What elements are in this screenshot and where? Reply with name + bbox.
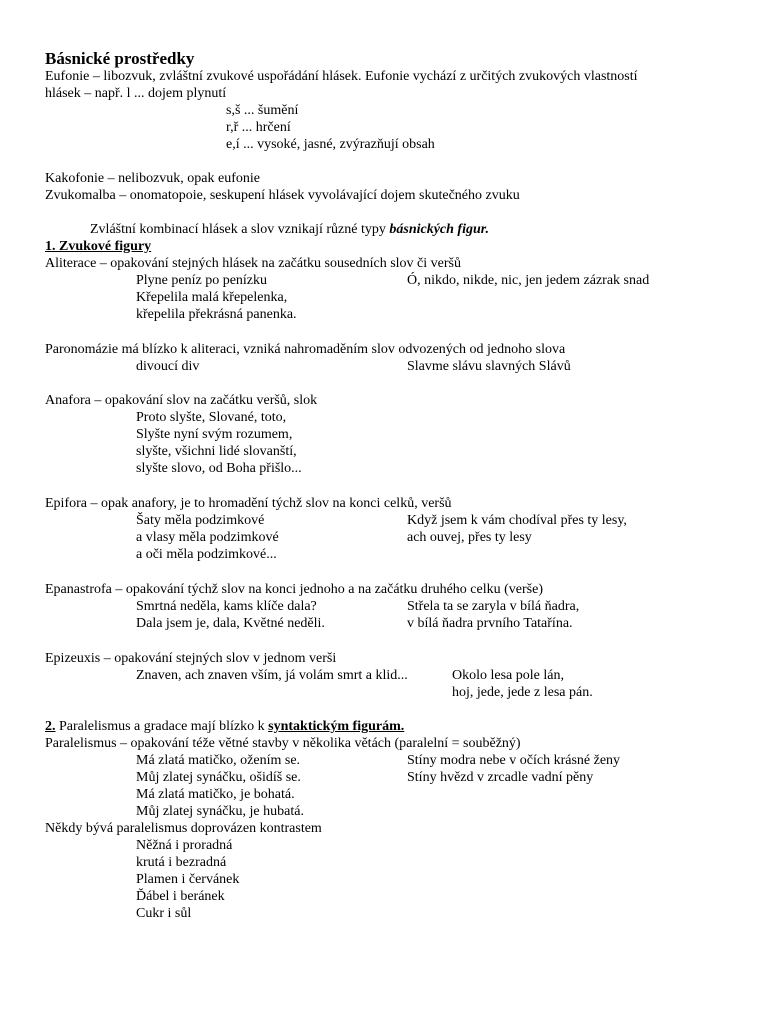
kontrast-example-5: Cukr i sůl bbox=[136, 906, 192, 921]
aliterace-example-left-1: Plyne peníz po penízku bbox=[136, 273, 268, 288]
paralelismus-example-left-1: Má zlatá matičko, ožením se. bbox=[136, 753, 301, 768]
kontrast-example-1: Něžná i proradná bbox=[136, 838, 233, 853]
epanastrofa-example-left-2: Dala jsem je, dala, Květné neděli. bbox=[136, 616, 325, 631]
section-2-heading bbox=[45, 718, 404, 735]
eufonie-definition-line-1: Eufonie – libozvuk, zvláštní zvukové uspořádání hlásek. Eufonie vychází z určitých zvukových vlastností bbox=[45, 69, 638, 84]
eufonie-example-1: s,š ... šumění bbox=[226, 103, 299, 118]
section-2-number: 2. bbox=[45, 719, 56, 734]
section-2-text: Paralelismus a gradace mají blízko k bbox=[55, 719, 269, 734]
epanastrofa-definition: Epanastrofa – opakování týchž slov na konci jednoho a na začátku druhého celku (verše) bbox=[45, 582, 543, 597]
anafora-example-1: Proto slyšte, Slované, toto, bbox=[136, 410, 287, 425]
kontrast-example-4: Ďábel i beránek bbox=[136, 889, 225, 904]
epanastrofa-example-right-1: Střela ta se zaryla v bílá ňadra, bbox=[407, 599, 580, 614]
paralelismus-example-left-3: Má zlatá matičko, je bohatá. bbox=[136, 787, 295, 802]
epizeuxis-example-right-1: Okolo lesa pole lán, bbox=[452, 668, 564, 683]
kontrast-definition: Někdy bývá paralelismus doprovázen kontrastem bbox=[45, 821, 322, 836]
kakofonie-definition: Kakofonie – nelibozvuk, opak eufonie bbox=[45, 171, 260, 186]
figures-intro-text: Zvláštní kombinací hlásek a slov vznikají různé typy bbox=[90, 222, 390, 237]
paronomazie-definition: Paronomázie má blízko k aliteraci, vzniká nahromaděním slov odvozených od jednoho slova bbox=[45, 342, 566, 357]
aliterace-example-left-3: křepelila překrásná panenka. bbox=[136, 307, 297, 322]
epizeuxis-definition: Epizeuxis – opakování stejných slov v jednom verši bbox=[45, 651, 337, 666]
zvukomalba-definition: Zvukomalba – onomatopoie, seskupení hlásek vyvolávající dojem skutečného zvuku bbox=[45, 188, 520, 203]
paralelismus-definition: Paralelismus – opakování téže větné stavby v několika větách (paralelní = souběžný) bbox=[45, 736, 521, 751]
epifora-example-left-1: Šaty měla podzimkové bbox=[136, 513, 265, 528]
eufonie-example-2: r,ř ... hrčení bbox=[226, 120, 291, 135]
epifora-example-right-1: Když jsem k vám chodíval přes ty lesy, bbox=[407, 513, 627, 528]
document-title: Básnické prostředky bbox=[45, 49, 195, 68]
kontrast-example-3: Plamen i červánek bbox=[136, 872, 240, 887]
paralelismus-example-left-2: Můj zlatej synáčku, ošidíš se. bbox=[136, 770, 301, 785]
epanastrofa-example-right-2: v bílá ňadra prvního Tatařína. bbox=[407, 616, 573, 631]
epifora-definition: Epifora – opak anafory, je to hromadění týchž slov na konci celků, veršů bbox=[45, 496, 452, 511]
paralelismus-example-right-2: Stíny hvězd v zrcadle vadní pěny bbox=[407, 770, 594, 785]
figures-intro-emphasis: básnických figur. bbox=[389, 222, 489, 237]
figures-intro bbox=[90, 221, 489, 238]
epizeuxis-example-right-2: hoj, jede, jede z lesa pán. bbox=[452, 685, 593, 700]
section-1-heading: 1. Zvukové figury bbox=[45, 239, 152, 254]
eufonie-example-3: e,í ... vysoké, jasné, zvýrazňují obsah bbox=[226, 137, 435, 152]
aliterace-example-left-2: Křepelila malá křepelenka, bbox=[136, 290, 288, 305]
epanastrofa-example-left-1: Smrtná neděla, kams klíče dala? bbox=[136, 599, 317, 614]
kontrast-example-2: krutá i bezradná bbox=[136, 855, 227, 870]
paralelismus-example-left-4: Můj zlatej synáčku, je hubatá. bbox=[136, 804, 304, 819]
section-2-emphasis: syntaktickým figurám. bbox=[268, 719, 405, 734]
aliterace-definition: Aliterace – opakování stejných hlásek na začátku sousedních slov či veršů bbox=[45, 256, 461, 271]
paronomazie-example-right-1: Slavme slávu slavných Slávů bbox=[407, 359, 571, 374]
aliterace-example-right-1: Ó, nikdo, nikde, nic, jen jedem zázrak snad bbox=[407, 273, 650, 288]
anafora-example-4: slyšte slovo, od Boha přišlo... bbox=[136, 461, 302, 476]
paronomazie-example-left-1: divoucí div bbox=[136, 359, 200, 374]
eufonie-definition-line-2: hlásek – např. l ... dojem plynutí bbox=[45, 86, 227, 101]
epifora-example-right-2: ach ouvej, přes ty lesy bbox=[407, 530, 532, 545]
paralelismus-example-right-1: Stíny modra nebe v očích krásné ženy bbox=[407, 753, 621, 768]
epifora-example-left-2: a vlasy měla podzimkové bbox=[136, 530, 279, 545]
anafora-example-2: Slyšte nyní svým rozumem, bbox=[136, 427, 293, 442]
epizeuxis-example-left-1: Znaven, ach znaven vším, já volám smrt a klid... bbox=[136, 668, 408, 683]
epifora-example-left-3: a oči měla podzimkové... bbox=[136, 547, 277, 562]
anafora-example-3: slyšte, všichni lidé slovanští, bbox=[136, 444, 297, 459]
anafora-definition: Anafora – opakování slov na začátku veršů, slok bbox=[45, 393, 318, 408]
